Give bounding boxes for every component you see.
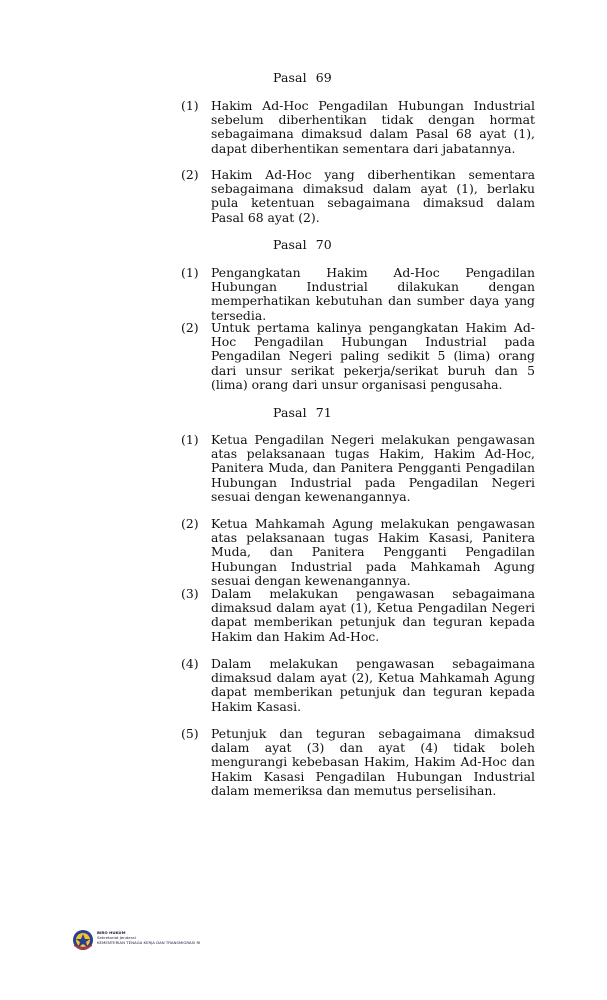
clause-number: (5): [181, 726, 199, 741]
clause: [181, 321, 535, 392]
clause: [181, 99, 535, 156]
clause-text: Hakim Ad-Hoc Pengadilan Hubungan Industrial sebelum diberhentikan tidak dengan hormat sebagaimana dimaksud dalam Pasal 68 ayat (1), dapat diberhentikan sementara dari jabatannya.: [211, 98, 535, 156]
clause-number: (2): [181, 320, 199, 335]
clause-number: (1): [181, 432, 199, 447]
clause-number: (1): [181, 265, 199, 280]
clause-number: (4): [181, 656, 199, 671]
footer-line: Sekretariat Jenderal: [97, 935, 136, 940]
ministry-emblem-icon: [72, 929, 94, 951]
clause-text: Ketua Pengadilan Negeri melakukan pengawasan atas pelaksanaan tugas Hakim, Hakim Ad-Hoc, Panitera Muda, dan Panitera Pengganti Pengadilan Hubungan Industrial pada Pengadilan Negeri sesuai dengan kewenangannya.: [211, 432, 535, 504]
clause-text: Untuk pertama kalinya pengangkatan Hakim Ad-Hoc Pengadilan Hubungan Industrial pada Pengadilan Negeri paling sedikit 5 (lima) orang dari unsur serikat pekerja/serikat buruh dan 5 (lima) orang dari unsur organisasi pengusaha.: [211, 320, 535, 392]
clause: [181, 266, 535, 323]
clause-number: (3): [181, 586, 199, 601]
clause-text: Dalam melakukan pengawasan sebagaimana dimaksud dalam ayat (2), Ketua Mahkamah Agung dapat memberikan petunjuk dan teguran kepada Hakim Kasasi.: [211, 656, 535, 714]
clause-number: (2): [181, 167, 199, 182]
clause: [181, 517, 535, 588]
article-heading: Pasal 71: [273, 405, 332, 420]
clause-number: (2): [181, 516, 199, 531]
clause: [181, 168, 535, 225]
clause-text: Ketua Mahkamah Agung melakukan pengawasan atas pelaksanaan tugas Hakim Kasasi, Panitera Muda, dan Panitera Pengganti Pengadilan Hubungan Industrial pada Mahkamah Agung sesuai dengan kewenangannya.: [211, 516, 535, 588]
article-heading: Pasal 70: [273, 237, 332, 252]
clause-text: Petunjuk dan teguran sebagaimana dimaksud dalam ayat (3) dan ayat (4) tidak boleh mengurangi kebebasan Hakim, Hakim Ad-Hoc dan Hakim Kasasi Pengadilan Hubungan Industrial dalam memeriksa dan memutus perselisihan.: [211, 726, 535, 798]
clause: [181, 587, 535, 644]
clause-text: Pengangkatan Hakim Ad-Hoc Pengadilan Hubungan Industrial dilakukan dengan memperhatikan kebutuhan dan sumber daya yang tersedia.: [211, 265, 535, 323]
footer-line: KEMENTERIAN TENAGA KERJA DAN TRANSMIGRASI RI: [97, 940, 201, 945]
footer-line: BIRO HUKUM: [97, 930, 126, 935]
clause-number: (1): [181, 98, 199, 113]
clause: [181, 657, 535, 714]
footer-logo-block: [72, 928, 272, 952]
clause: [181, 727, 535, 798]
clause-text: Hakim Ad-Hoc yang diberhentikan sementara sebagaimana dimaksud dalam ayat (1), berlaku pula ketentuan sebagaimana dimaksud dalam Pasal 68 ayat (2).: [211, 167, 535, 225]
clause: [181, 433, 535, 504]
footer-text: [97, 930, 200, 945]
article-heading: Pasal 69: [273, 70, 332, 85]
clause-text: Dalam melakukan pengawasan sebagaimana dimaksud dalam ayat (1), Ketua Pengadilan Negeri dapat memberikan petunjuk dan teguran kepada Hakim dan Hakim Ad-Hoc.: [211, 586, 535, 644]
